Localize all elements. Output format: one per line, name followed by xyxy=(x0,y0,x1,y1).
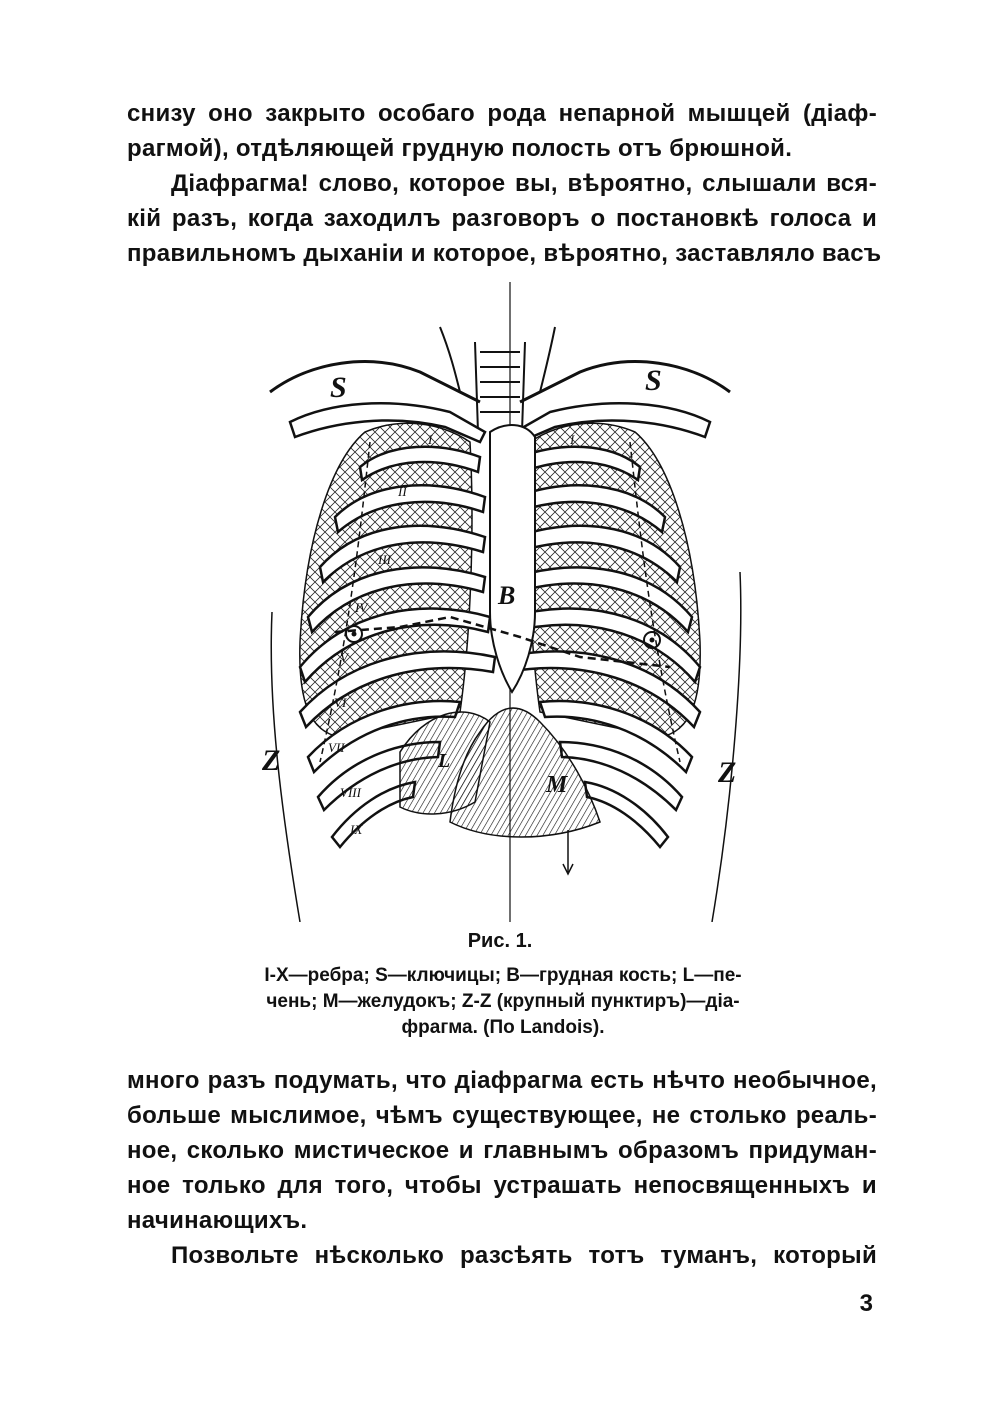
text-line: снизу оно закрыто особаго рода непарной мышцей (діаф- xyxy=(127,100,877,127)
rib-label-right-1: I xyxy=(570,432,575,447)
rib-label-5: V xyxy=(340,650,348,665)
rib-label-2: II xyxy=(398,484,407,499)
caption-line: I-X—ребра; S—ключицы; B—грудная кость; L—пе- xyxy=(264,965,742,986)
figure-title: Рис. 1. xyxy=(467,930,533,952)
rib-label-7: VII xyxy=(328,740,345,755)
rib-label-8: VIII xyxy=(340,785,361,800)
rib-label-6: VI xyxy=(334,695,347,710)
text-line: больше мыслимое, чѣмъ существующее, не столько реаль- xyxy=(127,1102,877,1129)
label-b: B xyxy=(498,581,516,610)
caption-line: чень; M—желудокъ; Z-Z (крупный пунктиръ)—діа- xyxy=(266,991,740,1012)
right-shoulder xyxy=(520,362,730,402)
caption-line: фрагма. (По Landois). xyxy=(401,1017,605,1038)
rib-label-1: I xyxy=(428,432,433,447)
label-s-left: S xyxy=(330,371,347,404)
text-line: ное, сколько мистическое и главнымъ образомъ придуман- xyxy=(127,1137,877,1164)
bottom-paragraph xyxy=(127,1063,877,1273)
text-line: правильномъ дыханіи и которое, вѣроятно, заставляло васъ xyxy=(127,240,882,267)
text-line: кій разъ, когда заходилъ разговоръ о постановкѣ голоса и xyxy=(127,205,877,232)
rib-label-9: IX xyxy=(350,822,363,837)
text-line: рагмой), отдѣляющей грудную полость отъ брюшной. xyxy=(127,135,793,162)
torso-right-outline xyxy=(712,572,741,922)
left-nipple-center xyxy=(352,632,357,637)
top-paragraph xyxy=(127,96,882,271)
page-number: 3 xyxy=(859,1290,873,1317)
sternum xyxy=(490,425,535,692)
text-line: начинающихъ. xyxy=(127,1207,308,1234)
text-line: много разъ подумать, что діафрагма есть нѣчто необычное, xyxy=(127,1067,877,1094)
rib-cage-illustration xyxy=(250,282,750,922)
label-l: L xyxy=(438,750,451,772)
label-z-left: Z xyxy=(262,744,281,777)
text-line: Діафрагма! слово, которое вы, вѣроятно, слышали вся- xyxy=(171,170,877,197)
label-s-right: S xyxy=(645,364,662,397)
right-nipple-center xyxy=(650,638,655,643)
text-line: Позвольте нѣсколько разсѣять тотъ туманъ, который xyxy=(171,1242,877,1269)
label-m: M xyxy=(546,772,568,798)
text-line: ное только для того, чтобы устрашать непосвященныхъ и xyxy=(127,1172,877,1199)
left-shoulder xyxy=(270,362,480,402)
figure-caption xyxy=(228,963,778,1041)
label-z-right: Z xyxy=(718,756,737,789)
rib-label-4: IV xyxy=(355,600,368,615)
trachea xyxy=(475,342,525,432)
rib-label-3: III xyxy=(378,552,391,567)
